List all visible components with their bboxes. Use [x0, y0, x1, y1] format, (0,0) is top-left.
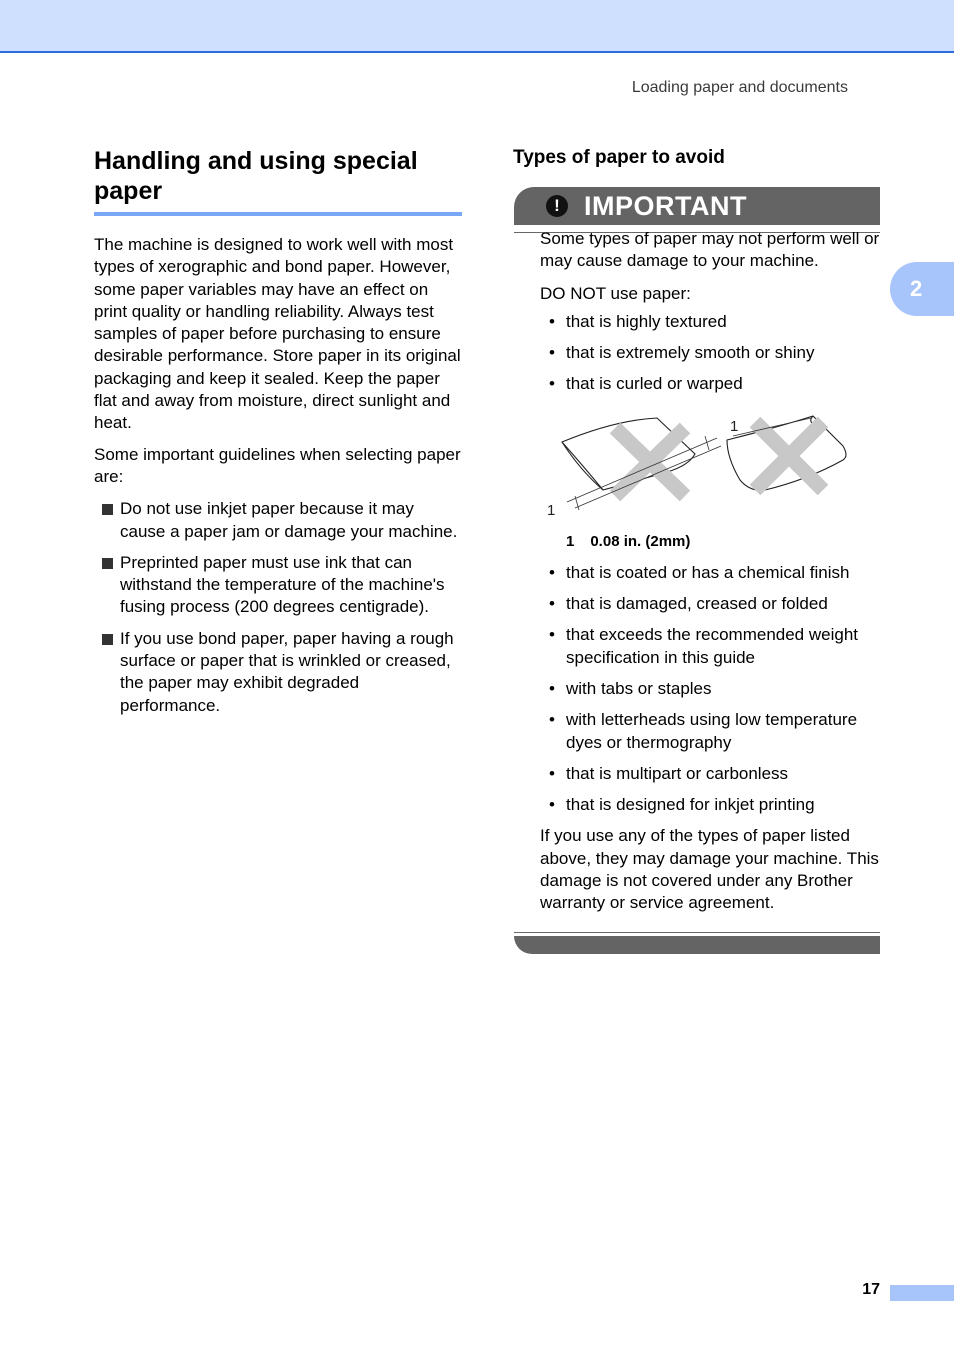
bullet-icon: •: [549, 710, 555, 730]
bullet-icon: •: [549, 374, 555, 394]
list-item-text: that is highly textured: [566, 311, 727, 331]
guidelines-list: [94, 498, 462, 717]
list-item: [540, 678, 880, 700]
list-item-text: that is coated or has a chemical finish: [566, 562, 850, 582]
caption-number: 1: [566, 532, 575, 550]
list-item-text: Do not use inkjet paper because it may cause a paper jam or damage your machine.: [120, 499, 458, 541]
list-item: [540, 562, 880, 584]
curled-paper-illustration: [545, 410, 865, 520]
bullet-icon: •: [549, 343, 555, 363]
callout-left: 1: [547, 501, 556, 519]
guidelines-paragraph: Some important guidelines when selecting paper are:: [94, 444, 461, 486]
list-item: [94, 552, 462, 619]
figure-caption: [566, 532, 880, 552]
callout-right: 1: [730, 417, 739, 435]
list-item-text: that is curled or warped: [566, 374, 743, 394]
intro-paragraph: The machine is designed to work well with most types of xerographic and bond paper. However, some paper variables may have an effect on print quality or handling reliability. Always test samples of paper before purchasing to ensure desirable performance. Store paper in its original packaging and keep it sealed. Keep the paper flat and away from moisture, direct sunlight and heat.: [94, 235, 461, 433]
bullet-icon: •: [549, 311, 555, 331]
list-item: [540, 709, 880, 754]
avoid-list-a: [540, 311, 880, 396]
list-item-text: If you use bond paper, paper having a rough surface or paper that is wrinkled or creased, the paper may exhibit degraded performance.: [120, 628, 454, 715]
bullet-icon: •: [549, 594, 555, 614]
left-column: [94, 146, 462, 726]
list-item-text: with tabs or staples: [566, 678, 712, 698]
bullet-icon: •: [549, 625, 555, 645]
list-item: [540, 311, 880, 333]
list-item: [540, 593, 880, 615]
square-bullet-icon: [102, 558, 113, 569]
list-item-text: with letterheads using low temperature dyes or thermography: [566, 710, 858, 752]
list-item-text: that is damaged, creased or folded: [566, 594, 828, 614]
section-title: Handling and using special paper: [94, 146, 462, 216]
top-header-band: [0, 0, 954, 53]
square-bullet-icon: [102, 504, 113, 515]
list-item-text: that is extremely smooth or shiny: [566, 343, 815, 363]
important-intro: Some types of paper may not perform well or may cause damage to your machine.: [540, 229, 880, 271]
right-column: [540, 228, 880, 915]
square-bullet-icon: [102, 634, 113, 645]
list-item: [540, 373, 880, 395]
warning-icon: !: [546, 195, 568, 217]
important-label: IMPORTANT: [584, 190, 747, 221]
list-item-text: Preprinted paper must use ink that can withstand the temperature of the machine's fusing process (200 degrees centigrade).: [120, 552, 445, 617]
bullet-icon: •: [549, 678, 555, 698]
list-item: [540, 794, 880, 816]
list-item: [540, 342, 880, 364]
list-item: [94, 628, 462, 717]
chapter-number: 2: [910, 276, 923, 301]
bullet-icon: •: [549, 562, 555, 582]
subsection-title: Types of paper to avoid: [513, 147, 725, 168]
bullet-icon: •: [549, 763, 555, 783]
page-number: 17: [862, 1281, 880, 1298]
curled-paper-figure: [545, 410, 885, 528]
important-end-bar: [514, 936, 880, 954]
list-item-text: that is designed for inkjet printing: [566, 795, 815, 815]
closing-paragraph: If you use any of the types of paper listed above, they may damage your machine. This damage is not covered under any Brother warranty or service agreement.: [540, 826, 879, 913]
running-header: Loading paper and documents: [631, 79, 848, 96]
page-number-tab: [890, 1285, 954, 1301]
chapter-tab: [890, 262, 954, 316]
bullet-icon: •: [549, 795, 555, 815]
list-item: [540, 624, 880, 669]
caption-text: 0.08 in. (2mm): [590, 532, 691, 550]
do-not-use-text: DO NOT use paper:: [540, 283, 691, 303]
important-banner: [514, 187, 880, 225]
list-item: [540, 763, 880, 785]
list-item: [94, 498, 462, 543]
list-item-text: that exceeds the recommended weight specification in this guide: [566, 625, 859, 667]
list-item-text: that is multipart or carbonless: [566, 763, 789, 783]
avoid-list-b: [540, 562, 880, 817]
important-end-divider: [514, 932, 880, 933]
